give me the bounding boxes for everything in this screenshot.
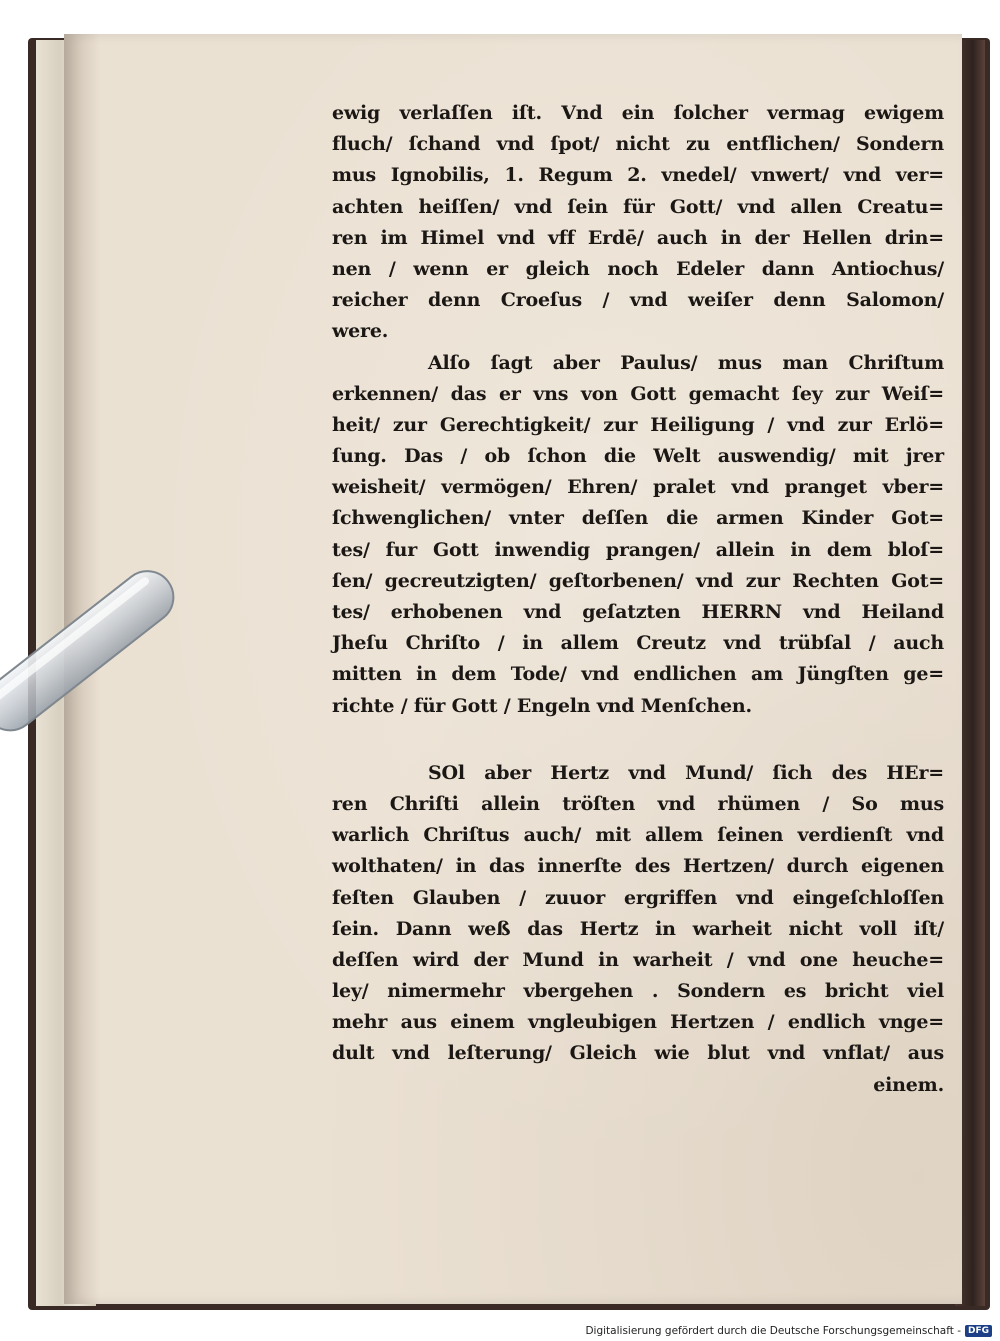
paragraph-2: [332, 348, 944, 722]
text-line: ſen/ gecreutzigten/ geſtorbenen/ vnd zur Rechten Got=: [332, 569, 944, 592]
text-line: Alſo ſagt aber Paulus/ mus man Chriſtum: [428, 351, 944, 374]
text-line: ren Chriſti allein tröſten vnd rhümen / So mus: [332, 792, 944, 815]
text-line: dult vnd leſterung/ Gleich wie blut vnd vnflat/ aus: [332, 1042, 944, 1065]
text-line: tes/ erhobenen vnd geſatzten HERRN vnd Heiland: [332, 601, 944, 623]
text-line: feſten Glauben / zuuor ergriffen vnd eingeſchloſſen: [332, 886, 944, 909]
footer-text: Digitalisierung gefördert durch die Deutsche Forschungsgemeinschaft -: [585, 1325, 961, 1337]
text-line: mitten in dem Tode/ vnd endlichen am Jüngſten ge=: [332, 663, 944, 686]
text-line: ſein. Dann weß das Hertz in warheit nicht voll iſt/: [332, 917, 944, 940]
paragraph-1: [332, 98, 944, 348]
text-line: weisheit/ vermögen/ Ehren/ pralet vnd pranget vber=: [332, 476, 944, 499]
paragraph-gap: [332, 722, 944, 758]
catchword: einem.: [873, 1073, 944, 1096]
text-line: warlich Chriſtus auch/ mit allem ſeinen verdienſt vnd: [332, 824, 944, 847]
text-block: [332, 98, 944, 1101]
text-line: were.: [332, 320, 389, 343]
text-line: wolthaten/ in das innerſte des Hertzen/ durch eigenen: [332, 855, 944, 878]
text-line: ewig verlaſſen iſt. Vnd ein ſolcher vermag ewigem: [332, 102, 944, 124]
text-line: ſung. Das / ob ſchon die Welt auswendig/ mit jrer: [332, 445, 944, 468]
text-line: mehr aus einem vngleubigen Hertzen / endlich vnge=: [332, 1011, 944, 1034]
text-line: ren im Himel vnd vff Erdē/ auch in der Hellen drin=: [332, 226, 944, 249]
text-line: nen / wenn er gleich noch Edeler dann Antiochus/: [332, 257, 944, 280]
text-line: achten heiſſen/ vnd ſein für Gott/ vnd allen Creatu=: [332, 195, 944, 218]
paragraph-3: [332, 758, 944, 1101]
text-line: erkennen/ das er vns von Gott gemacht ſey zur Weiſ=: [332, 382, 944, 405]
digitization-footer: [585, 1325, 992, 1337]
dfg-logo: DFG: [965, 1325, 992, 1337]
text-line: deſſen wird der Mund in warheit / vnd one heuche=: [332, 948, 944, 971]
text-line: richte / für Gott / Engeln vnd Menſchen.: [332, 694, 752, 717]
text-line: ſchwenglichen/ vnter deſſen die armen Kinder Got=: [332, 507, 944, 530]
text-line: mus Ignobilis, 1. Regum 2. vnedel/ vnwert/ vnd ver=: [332, 164, 944, 187]
text-line: Jheſu Chriſto / in allem Creutz vnd trübſal / auch: [332, 632, 944, 655]
text-line: reicher denn Croeſus / vnd weiſer denn Salomon/: [332, 289, 944, 312]
text-line: SOl aber Hertz vnd Mund/ ſich des HEr=: [428, 761, 944, 784]
text-line: ley/ nimermehr vbergehen . Sondern es bricht viel: [332, 980, 944, 1003]
text-line: tes/ fur Gott inwendig prangen/ allein in dem bloſ=: [332, 538, 944, 561]
text-line: fluch/ ſchand vnd ſpot/ nicht zu entflichen/ Sondern: [332, 133, 944, 156]
text-line: heit/ zur Gerechtigkeit/ zur Heiligung / vnd zur Erlö=: [332, 413, 944, 436]
